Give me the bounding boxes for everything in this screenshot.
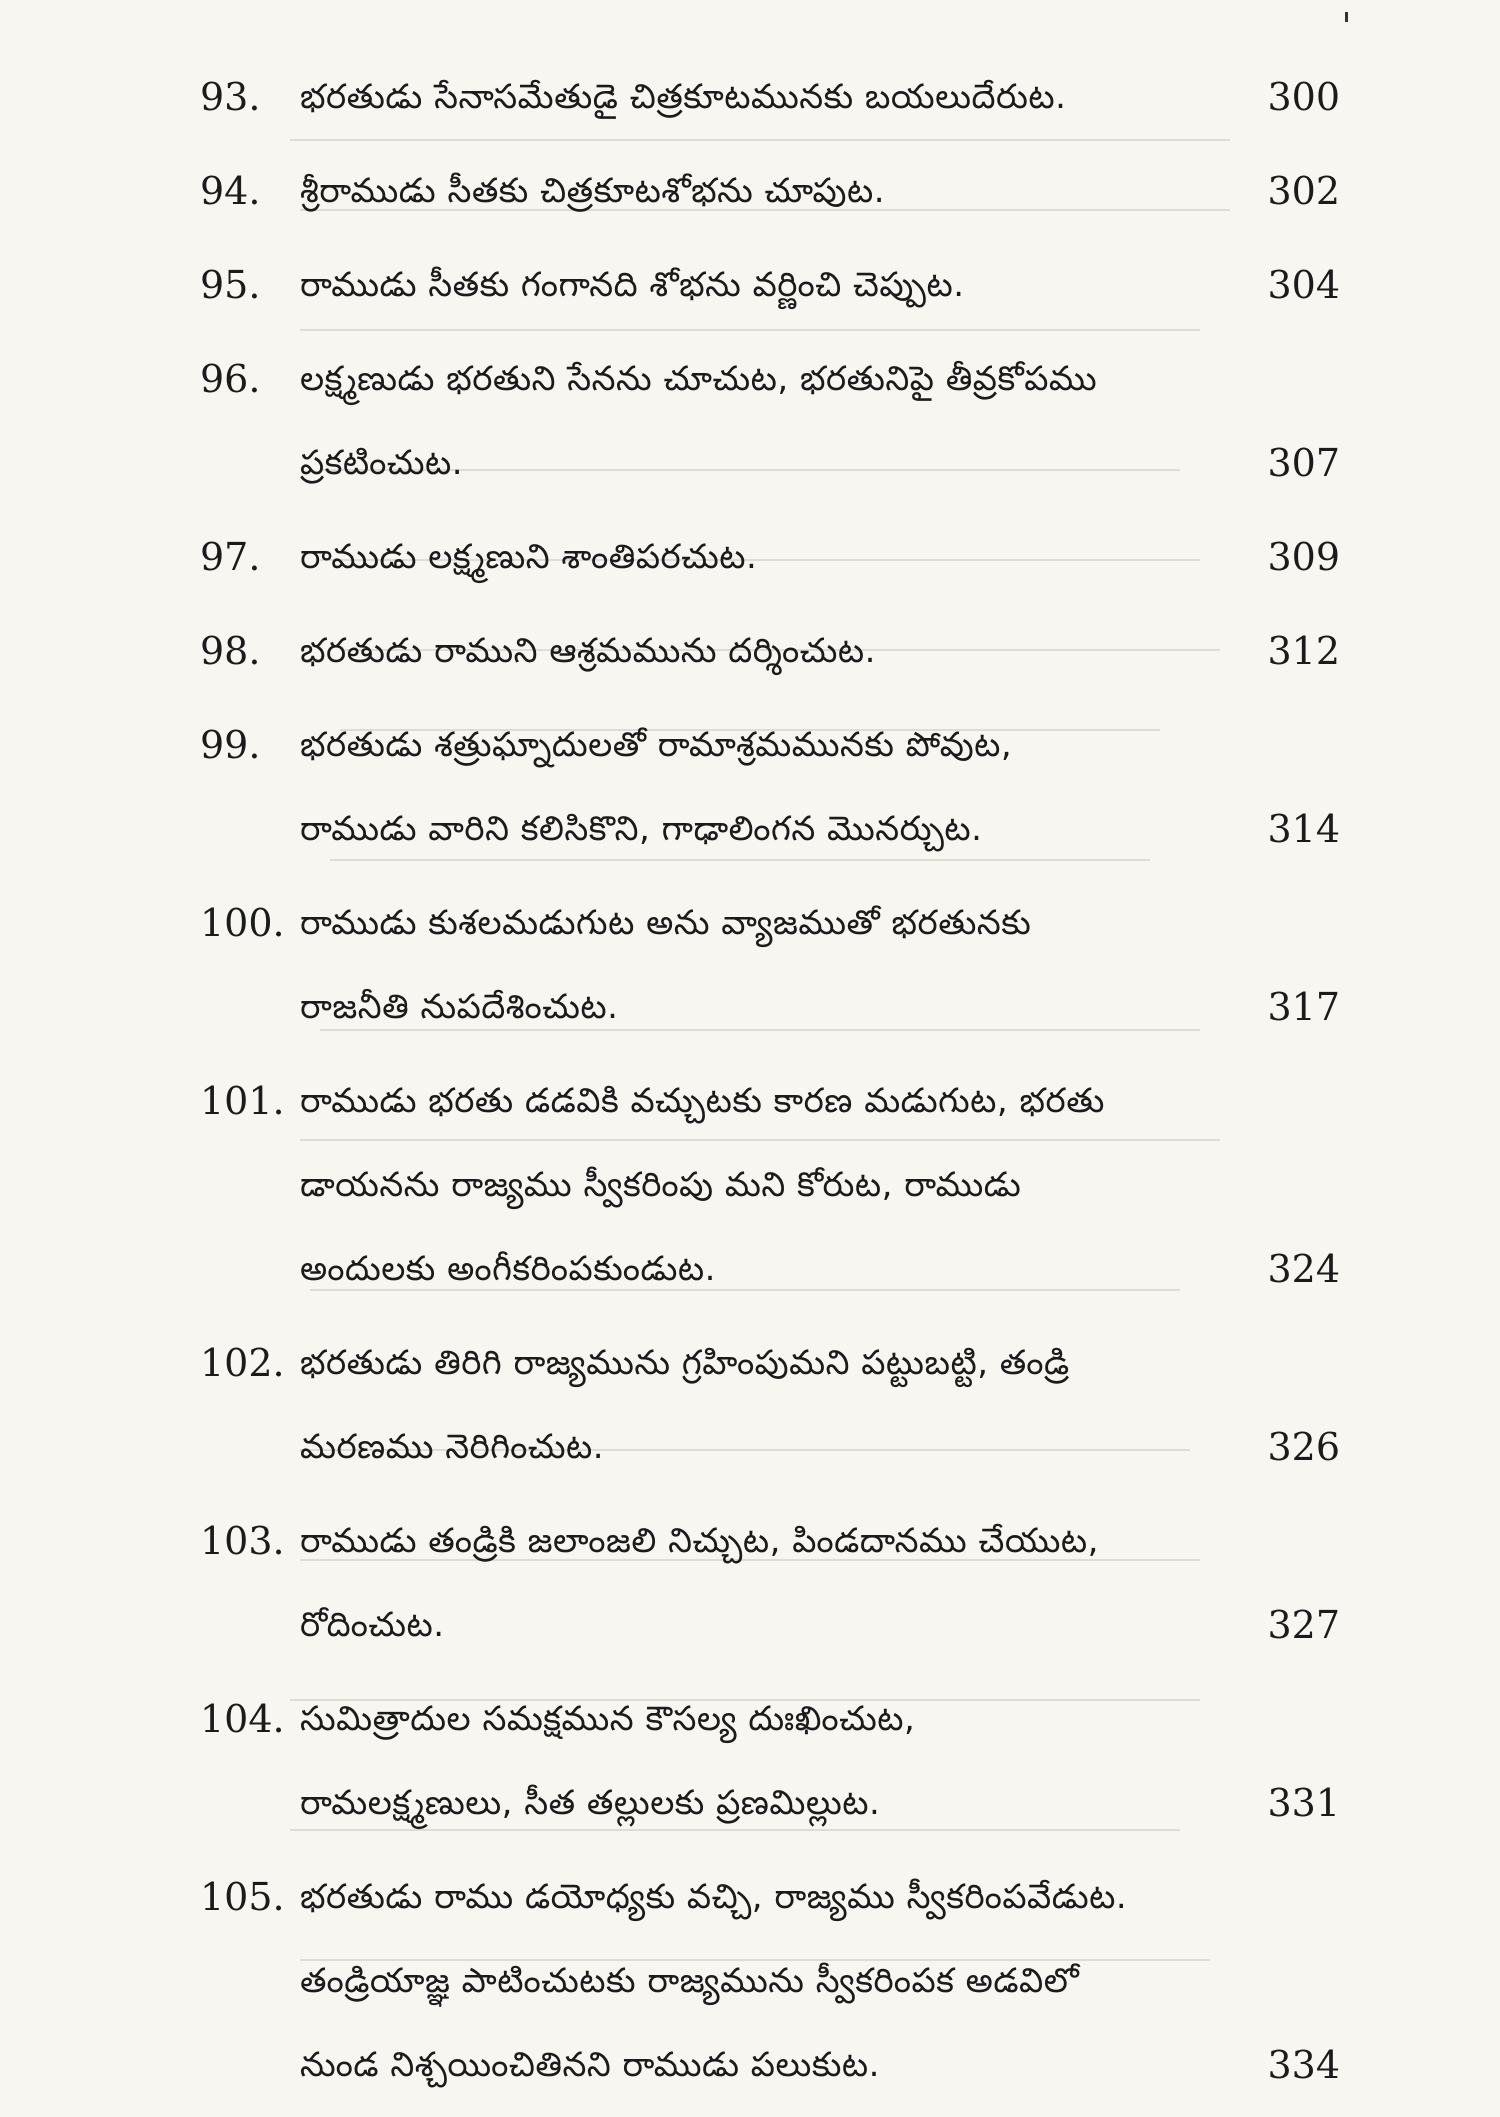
- toc-entry: [200, 149, 1340, 233]
- page-number: 317: [1267, 985, 1340, 1029]
- entry-title: [300, 149, 1210, 233]
- entry-number: 96.: [200, 357, 261, 401]
- entry-title-line: భరతుడు తిరిగి రాజ్యమును గ్రహింపుమని పట్టుబట్టి, తండ్రి: [300, 1343, 1070, 1383]
- entry-number: 104.: [200, 1697, 285, 1741]
- entry-number: 98.: [200, 629, 261, 673]
- toc-entry: [200, 609, 1340, 693]
- entry-title-line: శ్రీరాముడు సీతకు చిత్రకూటశోభను చూపుట.: [300, 171, 886, 211]
- entry-title: [300, 1677, 1210, 1845]
- entry-title: [300, 1321, 1210, 1489]
- page-number: 304: [1267, 263, 1340, 307]
- entry-title-line: రాముడు భరతు డడవికి వచ్చుటకు కారణ మడుగుట, భరతు: [300, 1081, 1105, 1121]
- entry-title-line: రాజనీతి నుపదేశించుట.: [300, 987, 619, 1027]
- page-number: 307: [1267, 441, 1340, 485]
- page-number: 300: [1267, 75, 1340, 119]
- page-number: 334: [1267, 2043, 1340, 2087]
- entry-title-line: రాముడు సీతకు గంగానది శోభను వర్ణించి చెప్పుట.: [300, 265, 965, 305]
- entry-title: [300, 1499, 1210, 1667]
- entry-number: 97.: [200, 535, 261, 579]
- entry-title-line: మరణము నెరిగించుట.: [300, 1427, 605, 1467]
- page-number: 327: [1267, 1603, 1340, 1647]
- entry-title-line: భరతుడు సేనాసమేతుడై చిత్రకూటమునకు బయలుదేరుట.: [300, 77, 1067, 117]
- entry-title: [300, 881, 1210, 1049]
- entry-number: 94.: [200, 169, 261, 213]
- page-number: 314: [1267, 807, 1340, 851]
- entry-title-line: లక్ష్మణుడు భరతుని సేనను చూచుట, భరతునిపై తీవ్రకోపము: [300, 359, 1098, 399]
- entry-number: 105.: [200, 1875, 285, 1919]
- table-of-contents: [200, 55, 1340, 2117]
- entry-title-line: రామలక్ష్మణులు, సీత తల్లులకు ప్రణమిల్లుట.: [300, 1783, 881, 1823]
- page-number: 326: [1267, 1425, 1340, 1469]
- page-number: 331: [1267, 1781, 1340, 1825]
- entry-title-line: రాముడు తండ్రికి జలాంజలి నిచ్చుట, పిండదానము చేయుట,: [300, 1521, 1099, 1561]
- page-number: 309: [1267, 535, 1340, 579]
- entry-number: 103.: [200, 1519, 285, 1563]
- entry-title-line: రాముడు వారిని కలిసికొని, గాఢాలింగన మొనర్చుట.: [300, 809, 983, 849]
- entry-title-line: అందులకు అంగీకరింపకుండుట.: [300, 1249, 716, 1289]
- toc-entry: [200, 1855, 1340, 2107]
- entry-title-line: భరతుడు రాము డయోధ్యకు వచ్చి, రాజ్యము స్వీకరింపవేడుట.: [300, 1877, 1128, 1917]
- entry-title-line: భరతుడు శత్రుఘ్నాదులతో రామాశ్రమమునకు పోవుట,: [300, 725, 1013, 765]
- entry-title-line: డాయనను రాజ్యము స్వీకరింపు మని కోరుట, రాముడు: [300, 1165, 1022, 1205]
- entry-title: [300, 609, 1210, 693]
- entry-title-line: ప్రకటించుట.: [300, 443, 464, 483]
- toc-entry: [200, 1499, 1340, 1667]
- entry-title: [300, 1059, 1210, 1311]
- entry-number: 101.: [200, 1079, 285, 1123]
- toc-entry: [200, 703, 1340, 871]
- page-number: 324: [1267, 1247, 1340, 1291]
- entry-title-line: భరతుడు రాముని ఆశ్రమమును దర్శించుట.: [300, 631, 876, 671]
- toc-entry: [200, 337, 1340, 505]
- entry-title-line: రాముడు కుశలమడుగుట అను వ్యాజముతో భరతునకు: [300, 903, 1032, 943]
- entry-title: [300, 515, 1210, 599]
- entry-title: [300, 337, 1210, 505]
- toc-entry: [200, 1677, 1340, 1845]
- entry-title: [300, 703, 1210, 871]
- entry-number: 95.: [200, 263, 261, 307]
- toc-entry: [200, 881, 1340, 1049]
- entry-number: 100.: [200, 901, 285, 945]
- entry-title-line: నుండ నిశ్చయించితినని రాముడు పలుకుట.: [300, 2045, 880, 2085]
- toc-entry: [200, 1059, 1340, 1311]
- page-number: 312: [1267, 629, 1340, 673]
- entry-number: 102.: [200, 1341, 285, 1385]
- entry-title-line: రాముడు లక్ష్మణుని శాంతిపరచుట.: [300, 537, 758, 577]
- entry-title: [300, 55, 1210, 139]
- toc-entry: [200, 1321, 1340, 1489]
- toc-entry: [200, 55, 1340, 139]
- entry-title: [300, 243, 1210, 327]
- entry-title-line: తండ్రియాజ్ఞ పాటించుటకు రాజ్యమును స్వీకరింపక అడవిలో: [300, 1961, 1080, 2001]
- toc-entry: [200, 515, 1340, 599]
- toc-entry: [200, 243, 1340, 327]
- entry-number: 99.: [200, 723, 261, 767]
- entry-title-line: సుమిత్రాదుల సమక్షమున కౌసల్య దుఃఖించుట,: [300, 1699, 916, 1739]
- page-number: 302: [1267, 169, 1340, 213]
- entry-title: [300, 1855, 1210, 2107]
- entry-title-line: రోదించుట.: [300, 1605, 445, 1645]
- page-edge-mark: [1345, 12, 1348, 22]
- entry-number: 93.: [200, 75, 261, 119]
